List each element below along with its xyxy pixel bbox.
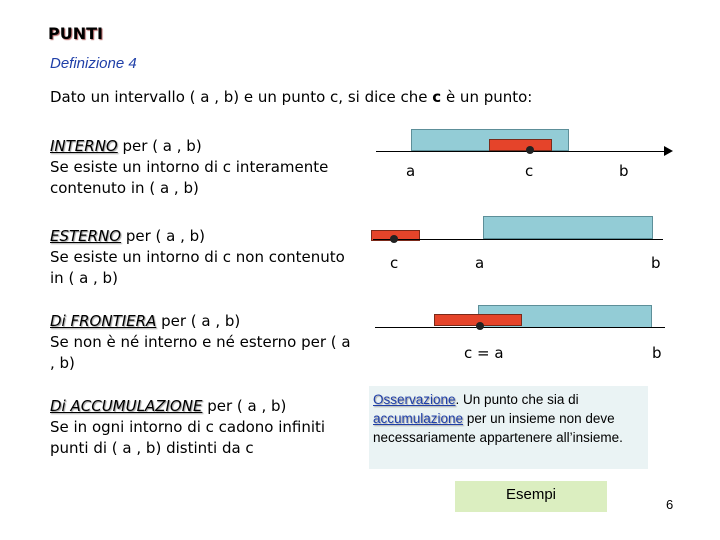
term-accumulazione-suffix: per ( a , b)	[202, 397, 287, 415]
intro-text	[50, 88, 532, 106]
point-c-esterno	[390, 235, 398, 243]
number-line-frontiera	[375, 327, 665, 328]
label-a-interno: a	[406, 162, 416, 180]
point-c-frontiera	[476, 322, 484, 330]
label-c-esterno: c	[390, 254, 399, 272]
definition-interno-text: Se esiste un intorno di c interamente contenuto in ( a , b)	[50, 158, 329, 197]
definition-esterno	[50, 226, 360, 289]
intro-post: è un punto:	[441, 88, 533, 106]
label-b-interno: b	[619, 162, 629, 180]
term-esterno-suffix: per ( a , b)	[121, 227, 206, 245]
definition-esterno-text: Se esiste un intorno di c non contenuto in ( a , b)	[50, 248, 345, 287]
page-number: 6	[666, 497, 674, 512]
definition-frontiera-text: Se non è né interno e né esterno per ( a , b)	[50, 333, 351, 372]
definition-accumulazione-text: Se in ogni intorno di c cadono infiniti punti di ( a , b) distinti da c	[50, 418, 326, 457]
observation-term: accumulazione	[373, 411, 464, 426]
label-ca-frontiera: c = a	[464, 344, 504, 362]
arrow-head-icon	[664, 146, 673, 156]
label-a-esterno: a	[475, 254, 485, 272]
esempi-button[interactable]: Esempi	[455, 481, 607, 512]
number-line-interno	[376, 151, 666, 152]
term-frontiera: Di FRONTIERA	[50, 312, 157, 330]
point-c-interno	[526, 146, 534, 154]
term-esterno: ESTERNO	[50, 227, 122, 245]
intro-bold: c	[432, 88, 442, 106]
page-title: PUNTI	[48, 24, 103, 43]
term-interno-suffix: per ( a , b)	[117, 137, 202, 155]
label-b-frontiera: b	[652, 344, 662, 362]
observation-text-2: per un insieme non deve necessariamente appartenere all’insieme.	[373, 411, 623, 445]
neighborhood-interno	[489, 139, 552, 151]
definition-interno	[50, 136, 360, 199]
definition-subtitle: Definizione 4	[50, 55, 137, 72]
definition-frontiera	[50, 311, 360, 374]
number-line-esterno	[373, 239, 663, 240]
observation-text-1: . Un punto che sia di	[455, 392, 579, 407]
term-frontiera-suffix: per ( a , b)	[156, 312, 241, 330]
observation-box	[369, 386, 648, 469]
label-c-interno: c	[525, 162, 534, 180]
term-accumulazione: Di ACCUMULAZIONE	[50, 397, 203, 415]
observation-label: Osservazione	[373, 392, 456, 407]
term-interno: INTERNO	[50, 137, 118, 155]
interval-ab-esterno	[483, 216, 653, 239]
intro-pre: Dato un intervallo ( a , b) e un punto c, si dice che	[50, 88, 433, 106]
label-b-esterno: b	[651, 254, 661, 272]
definition-accumulazione	[50, 396, 350, 459]
